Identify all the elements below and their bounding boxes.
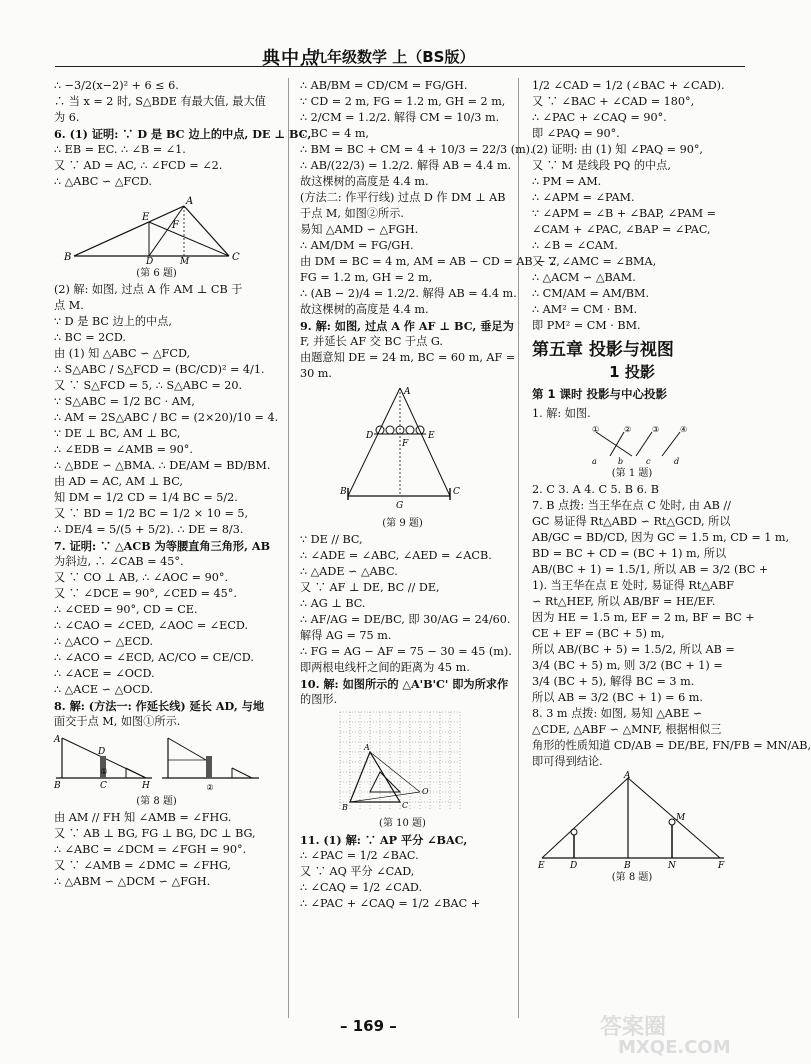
text-line: ∴ AM/DM = FG/GH. xyxy=(300,239,414,252)
text-line: ∴ (AB − 2)/4 = 1.2/2. 解得 AB = 4.4 m. xyxy=(300,287,517,300)
text-line: (2) 解: 如图, 过点 A 作 AM ⊥ CB 于 xyxy=(54,283,243,296)
svg-text:E: E xyxy=(142,212,150,223)
text-line: F, 并延长 AF 交 BC 于点 G. xyxy=(300,335,443,348)
text-line: ∴ BC = 2CD. xyxy=(54,331,126,344)
text-line: ∴ 当 x = 2 时, S△BDE 有最大值, 最大值 xyxy=(54,95,266,108)
text-line: 故这棵树的高度是 4.4 m. xyxy=(300,175,429,188)
figure-problem-10-grid xyxy=(300,710,505,814)
text-line: ∴ AG ⊥ BC. xyxy=(300,597,366,610)
figure-problem-6 xyxy=(54,192,254,267)
figure-problem-9 xyxy=(300,384,505,514)
text-line: 由 AM // FH 知 ∠AMB = ∠FHG. xyxy=(54,811,232,824)
svg-text:C: C xyxy=(453,487,460,497)
text-line: ∴ AM = 2S△ABC / BC = (2×20)/10 = 4. xyxy=(54,411,279,424)
text-line: 又 ∵ M 是线段 PQ 的中点, xyxy=(532,159,671,172)
text-line: ∴ AB/BM = CD/CM = FG/GH. xyxy=(300,79,468,92)
text-line: ∴ ∠CAQ = 1/2 ∠CAD. xyxy=(300,881,423,894)
watermark-url: MXQE.COM xyxy=(618,1037,731,1058)
svg-text:H: H xyxy=(142,781,150,791)
text-line: 因为 HE = 1.5 m, EF = 2 m, BF = BC + xyxy=(532,611,755,624)
problem-8-heading: 8. 解: (方法一: 作延长线) 延长 AD, 与地 xyxy=(54,699,265,713)
text-line: 又 ∵ CO ⊥ AB, ∴ ∠AOC = 90°. xyxy=(54,571,228,584)
svg-text:M: M xyxy=(180,257,190,267)
svg-text:O: O xyxy=(422,787,429,796)
svg-text:c: c xyxy=(646,457,651,466)
figure-problem-8 xyxy=(54,732,264,792)
problem-10-heading: 10. 解: 如图所示的 △A'B'C' 即为所求作 xyxy=(300,677,509,691)
text-line: ∴ ∠CAO = ∠CED, ∠AOC = ∠ECD. xyxy=(54,619,249,632)
text-line: 为斜边, ∴ ∠CAB = 45°. xyxy=(54,555,184,568)
problem-9-heading: 9. 解: 如图, 过点 A 作 AF ⊥ BC, 垂足为 xyxy=(300,319,514,333)
svg-text:E: E xyxy=(428,431,435,441)
brand-logo: 典中点 xyxy=(262,48,319,69)
text-line: 又 ∵ S△FCD = 5, ∴ S△ABC = 20. xyxy=(54,379,243,392)
text-line: ∴ △ACM ∽ △BAM. xyxy=(532,271,636,284)
figure-caption: (第 6 题) xyxy=(136,268,177,279)
book-title: 九年级数学 上（BS版） xyxy=(312,48,475,66)
text-line: ∴ 2/CM = 1.2/2. 解得 CM = 10/3 m. xyxy=(300,111,500,124)
text-line: 角形的性质知道 CD/AB = DE/BE, FN/FB = MN/AB, xyxy=(532,739,811,752)
figure-caption: (第 1 题) xyxy=(611,468,653,479)
svg-text:A: A xyxy=(186,196,194,207)
text-line: ∵ BC = 4 m, xyxy=(300,127,369,140)
svg-text:F: F xyxy=(172,220,179,231)
text-line: 8. 3 m 点拨: 如图, 易知 △ABE ∽ xyxy=(532,707,703,720)
text-line: ∴ DE/4 = 5/(5 + 5/2). ∴ DE = 8/3. xyxy=(54,523,244,536)
text-line: ∠CAM + ∠PAC, ∠BAP = ∠PAC, xyxy=(532,223,711,236)
figure-caption: (第 8 题) xyxy=(611,872,653,883)
text-line: ∵ CD = 2 m, FG = 1.2 m, GH = 2 m, xyxy=(300,95,506,108)
svg-text:①: ① xyxy=(592,425,600,434)
text-line: ∴ ∠ACO = ∠ECD, AC/CO = CE/CD. xyxy=(54,651,254,664)
text-line: 又 ∵ AQ 平分 ∠CAD, xyxy=(300,865,415,878)
text-line: 知 DM = 1/2 CD = 1/4 BC = 5/2. xyxy=(54,491,238,504)
text-line: 为 6. xyxy=(54,111,80,124)
text-line: 解得 AG = 75 m. xyxy=(300,629,392,642)
svg-text:D: D xyxy=(146,257,154,267)
svg-text:A: A xyxy=(54,735,61,745)
text-line: 即两根电线杆之间的距离为 45 m. xyxy=(300,661,470,674)
text-line: ∴ ∠PAC = 1/2 ∠BAC. xyxy=(300,849,419,862)
column-divider xyxy=(288,78,289,1018)
svg-text:D: D xyxy=(366,431,374,441)
svg-text:②: ② xyxy=(624,425,632,434)
text-line: △CDE, △ABF ∽ △MNF, 根据相似三 xyxy=(532,723,722,736)
text-line: 于点 M, 如图②所示. xyxy=(300,207,404,220)
svg-text:B: B xyxy=(64,252,72,263)
figure-problem-1 xyxy=(532,424,732,464)
problem-11-heading: 11. (1) 解: ∵ AP 平分 ∠BAC, xyxy=(300,833,468,847)
text-line: ∴ △ACE ∽ △OCD. xyxy=(54,683,154,696)
text-line: 7. B 点拨: 当王华在点 C 处时, 由 AB // xyxy=(532,499,731,512)
text-line: ∴ AF/AG = DE/BC, 即 30/AG = 24/60. xyxy=(300,613,511,626)
text-line: 即 PM² = CM · BM. xyxy=(532,319,641,332)
text-line: 又 ∵ BD = 1/2 BC = 1/2 × 10 = 5, xyxy=(54,507,249,520)
text-line: 所以 AB/(BC + 5) = 1.5/2, 所以 AB = xyxy=(532,643,735,656)
text-line: ∴ △ADE ∽ △ABC. xyxy=(300,565,398,578)
svg-text:③: ③ xyxy=(652,425,660,434)
text-line: ∴ BM = BC + CM = 4 + 10/3 = 22/3 (m). xyxy=(300,143,534,156)
figure-problem-8-lamp xyxy=(532,771,732,871)
figure-caption: (第 9 题) xyxy=(382,518,423,529)
text-line: ∵ S△ABC = 1/2 BC · AM, xyxy=(54,395,195,408)
text-line: 3/4 (BC + 5), 解得 BC = 3 m. xyxy=(532,675,695,688)
svg-text:C: C xyxy=(232,252,240,263)
text-line: 又 ∵ AB ⊥ BG, FG ⊥ BG, DC ⊥ BG, xyxy=(54,827,256,840)
svg-text:D: D xyxy=(570,861,578,871)
text-line: ∴ AB/(22/3) = 1.2/2. 解得 AB = 4.4 m. xyxy=(300,159,512,172)
svg-text:N: N xyxy=(668,861,676,871)
text-line: BD = BC + CD = (BC + 1) m, 所以 xyxy=(532,547,727,560)
text-line: ∴ ∠CED = 90°, CD = CE. xyxy=(54,603,198,616)
text-line: ∴ △ABC ∽ △FCD. xyxy=(54,175,152,188)
svg-text:A: A xyxy=(624,771,631,781)
svg-text:a: a xyxy=(592,457,597,466)
header-rule xyxy=(55,66,745,67)
text-line: ∵ ∠APM = ∠B + ∠BAP, ∠PAM = xyxy=(532,207,717,220)
text-line: 又 ∵ AF ⊥ DE, BC // DE, xyxy=(300,581,440,594)
page-header xyxy=(0,0,750,70)
text-line: AB/(BC + 1) = 1.5/1, 所以 AB = 3/2 (BC + xyxy=(532,563,769,576)
text-line: 又 ∵ ∠AMB = ∠DMC = ∠FHG, xyxy=(54,859,231,872)
problem-6-heading: 6. (1) 证明: ∵ D 是 BC 边上的中点, DE ⊥ BC, xyxy=(54,127,312,141)
text-line: ∵ DE // BC, xyxy=(300,533,363,546)
text-line: ∴ ∠B = ∠CAM. xyxy=(532,239,618,252)
problem-7-heading: 7. 证明: ∵ △ACB 为等腰直角三角形, AB xyxy=(54,539,271,553)
text-line: 3/4 (BC + 5) m, 则 3/2 (BC + 1) = xyxy=(532,659,723,672)
text-line: 1). 当王华在点 E 处时, 易证得 Rt△ABF xyxy=(532,579,735,592)
text-line: ∴ PM = AM. xyxy=(532,175,602,188)
svg-text:d: d xyxy=(674,457,680,466)
column-left xyxy=(54,78,312,890)
text-line: 故这棵树的高度是 4.4 m. xyxy=(300,303,429,316)
text-line: 所以 AB = 3/2 (BC + 1) = 6 m. xyxy=(532,691,703,704)
svg-text:F: F xyxy=(718,861,725,871)
svg-text:B: B xyxy=(624,861,631,871)
text-line: ∴ △ACO ∽ △ECD. xyxy=(54,635,154,648)
text-line: 2. C 3. A 4. C 5. B 6. B xyxy=(532,483,660,496)
text-line: 由 DM = BC = 4 m, AM = AB − CD = AB − 2, xyxy=(300,255,560,268)
svg-text:B: B xyxy=(54,781,61,791)
text-line: ∴ −3/2(x−2)² + 6 ≤ 6. xyxy=(54,79,179,92)
text-line: ∴ ∠ABC = ∠DCM = ∠FGH = 90°. xyxy=(54,843,247,856)
text-line: 即 ∠PAQ = 90°. xyxy=(532,127,620,140)
text-line: 又 ∵ ∠DCE = 90°, ∠CED = 45°. xyxy=(54,587,237,600)
text-line: ∴ AM² = CM · BM. xyxy=(532,303,638,316)
svg-text:②: ② xyxy=(206,783,214,792)
text-line: (方法二: 作平行线) 过点 D 作 DM ⊥ AB xyxy=(300,191,506,204)
svg-text:B: B xyxy=(342,803,348,812)
text-line: ∵ D 是 BC 边上的中点, xyxy=(54,315,172,328)
figure-caption: (第 8 题) xyxy=(136,796,177,807)
text-line: ∴ △ABM ∽ △DCM ∽ △FGH. xyxy=(54,875,211,888)
text-line: 由 AD = AC, AM ⊥ BC, xyxy=(54,475,183,488)
text-line: ∴ EB = EC. ∴ ∠B = ∠1. xyxy=(54,143,186,156)
text-line: 又 ∵ ∠AMC = ∠BMA, xyxy=(532,255,657,268)
text-line: 即可得到结论. xyxy=(532,755,603,768)
column-right xyxy=(532,78,811,886)
text-line: ∴ ∠APM = ∠PAM. xyxy=(532,191,635,204)
svg-text:A: A xyxy=(404,387,411,397)
svg-text:b: b xyxy=(618,457,624,466)
text-line: 易知 △AMD ∽ △FGH. xyxy=(300,223,419,236)
text-line: 面交于点 M, 如图①所示. xyxy=(54,715,181,728)
text-line: ∵ DE ⊥ BC, AM ⊥ BC, xyxy=(54,427,181,440)
text-line: 由题意知 DE = 24 m, BC = 60 m, AF = xyxy=(300,351,516,364)
text-line: 1/2 ∠CAD = 1/2 (∠BAC + ∠CAD). xyxy=(532,79,725,92)
section-heading: 1 投影 xyxy=(609,363,655,381)
text-line: ∴ ∠PAC + ∠CAQ = 90°. xyxy=(532,111,667,124)
svg-text:A: A xyxy=(364,743,370,752)
column-divider xyxy=(518,78,519,1018)
svg-text:M: M xyxy=(676,813,686,823)
text-line: ∴ ∠PAC + ∠CAQ = 1/2 ∠BAC + xyxy=(300,897,481,910)
text-line: FG = 1.2 m, GH = 2 m, xyxy=(300,271,433,284)
svg-text:F: F xyxy=(402,439,409,449)
text-line: ∴ ∠ACE = ∠OCD. xyxy=(54,667,155,680)
svg-text:①: ① xyxy=(100,767,108,776)
text-line: (2) 证明: 由 (1) 知 ∠PAQ = 90°, xyxy=(532,143,703,156)
text-line: ∴ ∠EDB = ∠AMB = 90°. xyxy=(54,443,193,456)
svg-text:D: D xyxy=(98,747,106,757)
text-line: GC 易证得 Rt△ABD ∽ Rt△GCD, 所以 xyxy=(532,515,731,528)
text-line: ∴ FG = AG − AF = 75 − 30 = 45 (m). xyxy=(300,645,512,658)
text-line: 的图形. xyxy=(300,693,338,706)
figure-caption: (第 10 题) xyxy=(379,818,426,829)
svg-text:C: C xyxy=(402,801,409,810)
text-line: ∴ △BDE ∽ △BMA. ∴ DE/AM = BD/BM. xyxy=(54,459,271,472)
text-line: AB/GC = BD/CD, 因为 GC = 1.5 m, CD = 1 m, xyxy=(532,531,790,544)
text-line: 30 m. xyxy=(300,367,332,380)
page-number: – 169 – xyxy=(340,1017,397,1035)
svg-text:B: B xyxy=(340,487,347,497)
text-line: 由 (1) 知 △ABC ∽ △FCD, xyxy=(54,347,191,360)
lesson-heading: 第 1 课时 投影与中心投影 xyxy=(532,387,668,401)
text-line: ∴ S△ABC / S△FCD = (BC/CD)² = 4/1. xyxy=(54,363,265,376)
text-line: ∴ ∠ADE = ∠ABC, ∠AED = ∠ACB. xyxy=(300,549,492,562)
svg-text:E: E xyxy=(538,861,545,871)
watermark-logo: 答案圈 xyxy=(600,1015,667,1040)
column-middle xyxy=(300,78,560,912)
chapter-heading: 第五章 投影与视图 xyxy=(532,340,674,360)
text-line: ∴ CM/AM = AM/BM. xyxy=(532,287,650,300)
text-line: ∽ Rt△HEF, 所以 AB/BF = HE/EF. xyxy=(532,595,716,608)
text-line: 1. 解: 如图. xyxy=(532,407,591,420)
text-line: 又 ∵ ∠BAC + ∠CAD = 180°, xyxy=(532,95,695,108)
text-line: 又 ∵ AD = AC, ∴ ∠FCD = ∠2. xyxy=(54,159,223,172)
text-line: CE + EF = (BC + 5) m, xyxy=(532,627,665,640)
text-line: 点 M. xyxy=(54,299,84,312)
svg-text:C: C xyxy=(100,781,107,791)
svg-text:④: ④ xyxy=(680,425,688,434)
svg-text:G: G xyxy=(396,501,404,511)
